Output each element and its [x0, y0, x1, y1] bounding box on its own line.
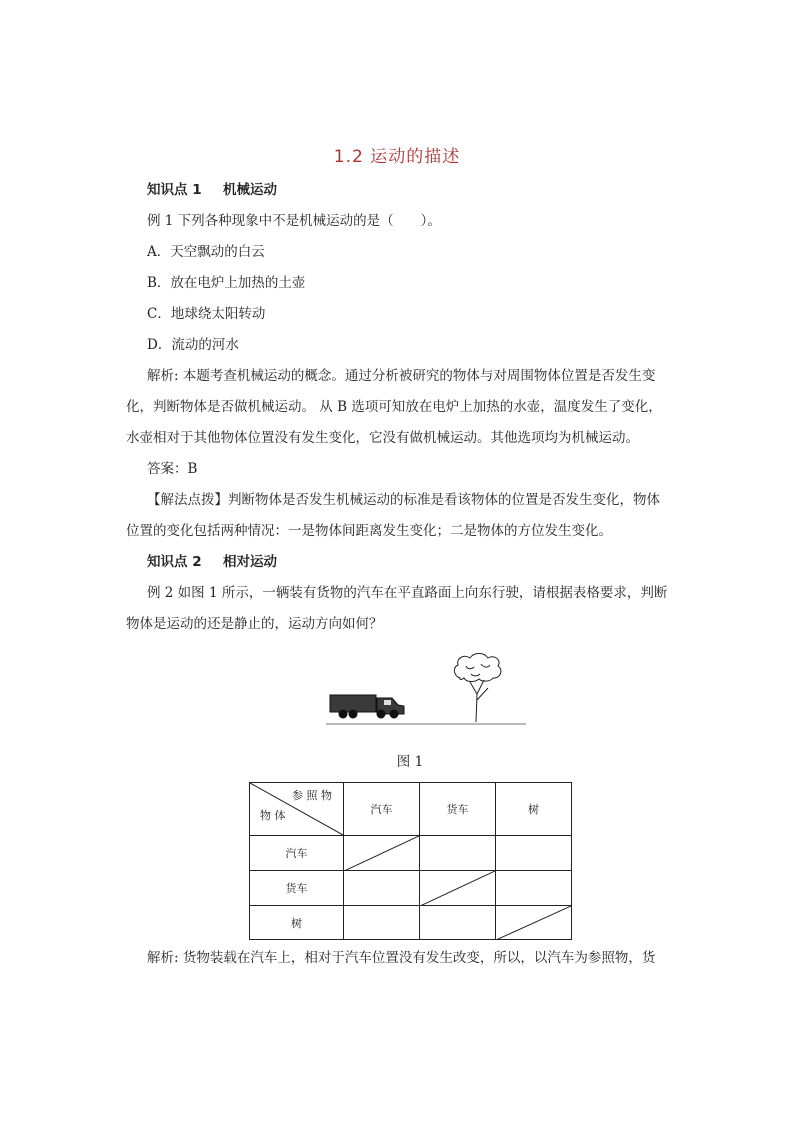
- figure-caption: 图 1: [396, 754, 424, 770]
- table-cell: [496, 871, 572, 906]
- cell-diagonal: [344, 836, 419, 871]
- example1-analysis-line-1: 解析: 本题考查机械运动的概念。通过分析被研究的物体与对周围物体位置是否发生变: [147, 368, 656, 384]
- table-row: [250, 906, 572, 940]
- diagonal-cell: [420, 871, 496, 906]
- example1-question: 例 1 下列各种现象中不是机械运动的是（ ）。: [147, 213, 441, 229]
- table-cell: [496, 836, 572, 871]
- truck-icon: [330, 695, 404, 719]
- table-cell: [344, 871, 420, 906]
- option-b: B．放在电炉上加热的土壶: [147, 275, 306, 291]
- table-row: [250, 836, 572, 871]
- page-title: 1.2 运动的描述: [333, 147, 461, 167]
- tree-icon: [454, 654, 501, 723]
- diagonal-cell: [496, 906, 572, 940]
- cell-diagonal: [420, 871, 495, 906]
- column-header: 树: [496, 783, 572, 836]
- table-cell: [420, 836, 496, 871]
- corner-top-label: 参 照 物: [292, 789, 332, 802]
- example1-answer: 答案：B: [147, 461, 198, 477]
- column-header: 汽车: [344, 783, 420, 836]
- table-cell: [420, 906, 496, 940]
- cell-diagonal: [496, 906, 571, 940]
- section2-label: 知识点 2: [147, 554, 202, 570]
- corner-bottom-label: 物 体: [260, 809, 286, 822]
- example2-question-line-2: 物体是运动的还是静止的，运动方向如何？: [126, 616, 383, 632]
- example1-analysis-line-2: 化，判断物体是否做机械运动。 从 B 选项可知放在电炉上加热的水壶，温度发生了变化，: [126, 399, 662, 415]
- row-header: 树: [250, 906, 344, 940]
- table-header-row: [250, 783, 572, 836]
- reference-table: [249, 782, 572, 940]
- table-cell: [344, 906, 420, 940]
- option-c: C．地球绕太阳转动: [147, 306, 266, 322]
- example1-analysis-line-3: 水壶相对于其他物体位置没有发生变化，它没有做机械运动。其他选项均为机械运动。: [126, 430, 639, 446]
- truck-and-tree-figure: [326, 652, 526, 727]
- section1-heading: [147, 180, 277, 200]
- example2-analysis: 解析: 货物装载在汽车上，相对于汽车位置没有发生改变，所以，以汽车为参照物，货: [147, 950, 656, 966]
- diagonal-cell: [344, 836, 420, 871]
- tip-line-2: 位置的变化包括两种情况：一是物体间距离发生变化；二是物体的方位发生变化。: [126, 523, 612, 539]
- row-header: 货车: [250, 871, 344, 906]
- corner-cell: [250, 783, 344, 836]
- example2-question-line-1: 例 2 如图 1 所示，一辆装有货物的汽车在平直路面上向东行驶，请根据表格要求，判断: [147, 585, 668, 601]
- section2-name: 相对运动: [223, 554, 277, 570]
- section2-heading: [147, 552, 277, 572]
- column-header: 货车: [420, 783, 496, 836]
- row-header: 汽车: [250, 836, 344, 871]
- section1-name: 机械运动: [223, 182, 277, 198]
- option-a: A．天空飘动的白云: [147, 244, 265, 260]
- option-d: D．流动的河水: [147, 337, 239, 353]
- table-row: [250, 871, 572, 906]
- section1-label: 知识点 1: [147, 182, 202, 198]
- tip-line-1: 【解法点拨】判断物体是否发生机械运动的标准是看该物体的位置是否发生变化，物体: [147, 492, 660, 508]
